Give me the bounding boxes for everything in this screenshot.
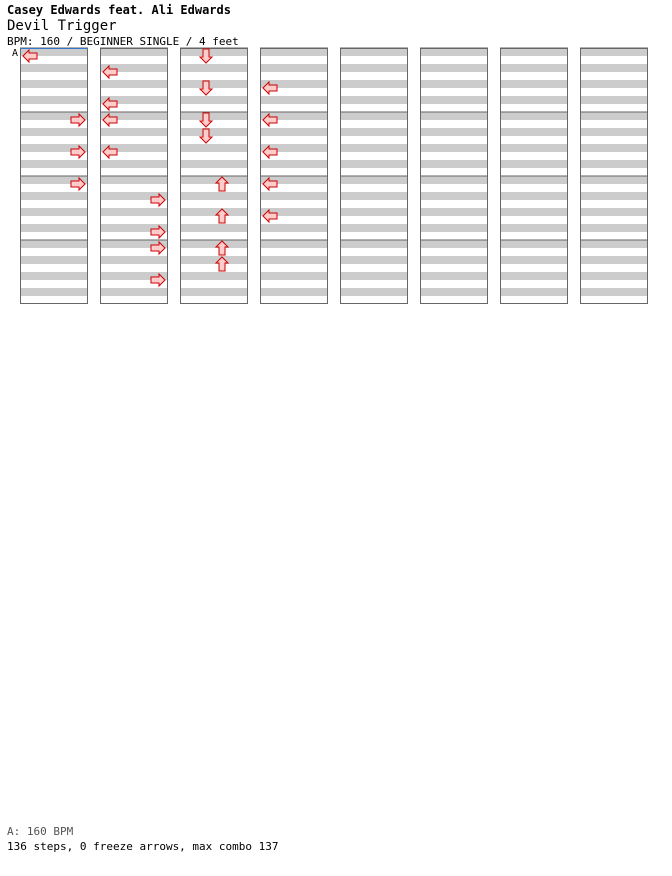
beat-stripe — [340, 48, 408, 56]
beat-stripe — [340, 288, 408, 296]
beat-stripe — [420, 272, 488, 280]
beat-stripe — [420, 48, 488, 56]
beat-stripe — [180, 288, 248, 296]
beat-stripe — [420, 112, 488, 120]
beat-stripe — [500, 48, 568, 56]
beat-stripe — [580, 48, 648, 56]
beat-stripe — [500, 160, 568, 168]
beat-stripe — [340, 64, 408, 72]
beat-stripe — [20, 240, 88, 248]
beat-stripe — [420, 256, 488, 264]
beat-stripe — [580, 272, 648, 280]
song-artist: Casey Edwards feat. Ali Edwards — [7, 3, 231, 17]
beat-stripe — [580, 208, 648, 216]
beat-stripe — [500, 256, 568, 264]
beat-stripe — [20, 80, 88, 88]
beat-stripe — [340, 192, 408, 200]
beat-stripe — [500, 288, 568, 296]
beat-stripe — [260, 96, 328, 104]
beat-stripe — [260, 256, 328, 264]
beat-stripe — [260, 48, 328, 56]
beat-stripe — [500, 208, 568, 216]
beat-stripe — [580, 288, 648, 296]
beat-stripe — [260, 272, 328, 280]
beat-stripe — [340, 208, 408, 216]
beat-stripe — [420, 224, 488, 232]
beat-stripe — [100, 208, 168, 216]
beat-stripe — [580, 64, 648, 72]
beat-stripe — [180, 224, 248, 232]
beat-stripe — [180, 80, 248, 88]
beat-stripe — [20, 192, 88, 200]
beat-stripe — [100, 176, 168, 184]
beat-stripe — [180, 160, 248, 168]
beat-stripe — [340, 272, 408, 280]
beat-stripe — [580, 144, 648, 152]
beat-stripe — [580, 224, 648, 232]
beat-stripe — [420, 240, 488, 248]
beat-stripe — [340, 96, 408, 104]
beat-stripe — [180, 144, 248, 152]
beat-stripe — [580, 128, 648, 136]
beat-stripe — [260, 192, 328, 200]
beat-stripe — [260, 224, 328, 232]
beat-stripe — [500, 240, 568, 248]
beat-stripe — [580, 80, 648, 88]
bpm-marker-label: A — [12, 48, 19, 59]
chart-summary: 136 steps, 0 freeze arrows, max combo 137 — [7, 840, 279, 853]
beat-stripe — [500, 112, 568, 120]
beat-stripe — [260, 64, 328, 72]
beat-stripe — [180, 192, 248, 200]
beat-stripe — [500, 64, 568, 72]
beat-stripe — [500, 272, 568, 280]
beat-stripe — [420, 64, 488, 72]
beat-stripe — [20, 128, 88, 136]
beat-stripe — [20, 224, 88, 232]
beat-stripe — [500, 128, 568, 136]
beat-stripe — [340, 160, 408, 168]
beat-stripe — [340, 112, 408, 120]
beat-stripe — [180, 96, 248, 104]
beat-stripe — [580, 96, 648, 104]
beat-stripe — [180, 128, 248, 136]
beat-stripe — [340, 80, 408, 88]
beat-stripe — [20, 96, 88, 104]
beat-stripe — [580, 192, 648, 200]
beat-stripe — [100, 256, 168, 264]
beat-stripe — [500, 192, 568, 200]
beat-stripe — [260, 128, 328, 136]
beat-stripe — [340, 128, 408, 136]
song-title: Devil Trigger — [7, 18, 117, 34]
beat-stripe — [420, 80, 488, 88]
beat-stripe — [500, 224, 568, 232]
beat-stripe — [260, 240, 328, 248]
beat-stripe — [580, 160, 648, 168]
beat-stripe — [100, 48, 168, 56]
beat-stripe — [340, 240, 408, 248]
beat-stripe — [500, 96, 568, 104]
beat-stripe — [100, 80, 168, 88]
beat-stripe — [340, 176, 408, 184]
beat-stripe — [20, 288, 88, 296]
beat-stripe — [180, 176, 248, 184]
beat-stripe — [420, 192, 488, 200]
beat-stripe — [420, 128, 488, 136]
beat-stripe — [500, 176, 568, 184]
beat-stripe — [420, 160, 488, 168]
beat-stripe — [180, 208, 248, 216]
beat-stripe — [340, 144, 408, 152]
bpm-legend: A: 160 BPM — [7, 825, 74, 838]
beat-stripe — [420, 96, 488, 104]
chart-meta: BPM: 160 / BEGINNER SINGLE / 4 feet — [7, 35, 239, 48]
beat-stripe — [340, 256, 408, 264]
beat-stripe — [20, 272, 88, 280]
beat-stripe — [500, 80, 568, 88]
beat-stripe — [20, 160, 88, 168]
beat-stripe — [420, 208, 488, 216]
beat-stripe — [260, 288, 328, 296]
beat-stripe — [100, 288, 168, 296]
beat-stripe — [420, 144, 488, 152]
beat-stripe — [100, 160, 168, 168]
beat-stripe — [580, 240, 648, 248]
beat-stripe — [180, 48, 248, 56]
beat-stripe — [20, 256, 88, 264]
beat-stripe — [340, 224, 408, 232]
beat-stripe — [580, 112, 648, 120]
beat-stripe — [500, 144, 568, 152]
beat-stripe — [180, 112, 248, 120]
beat-stripe — [100, 128, 168, 136]
beat-stripe — [260, 160, 328, 168]
beat-stripe — [180, 240, 248, 248]
beat-stripe — [580, 256, 648, 264]
beat-stripe — [20, 64, 88, 72]
beat-stripe — [420, 288, 488, 296]
beat-stripe — [180, 64, 248, 72]
beat-stripe — [580, 176, 648, 184]
beat-stripe — [20, 208, 88, 216]
beat-stripe — [180, 256, 248, 264]
beat-stripe — [420, 176, 488, 184]
beat-stripe — [180, 272, 248, 280]
